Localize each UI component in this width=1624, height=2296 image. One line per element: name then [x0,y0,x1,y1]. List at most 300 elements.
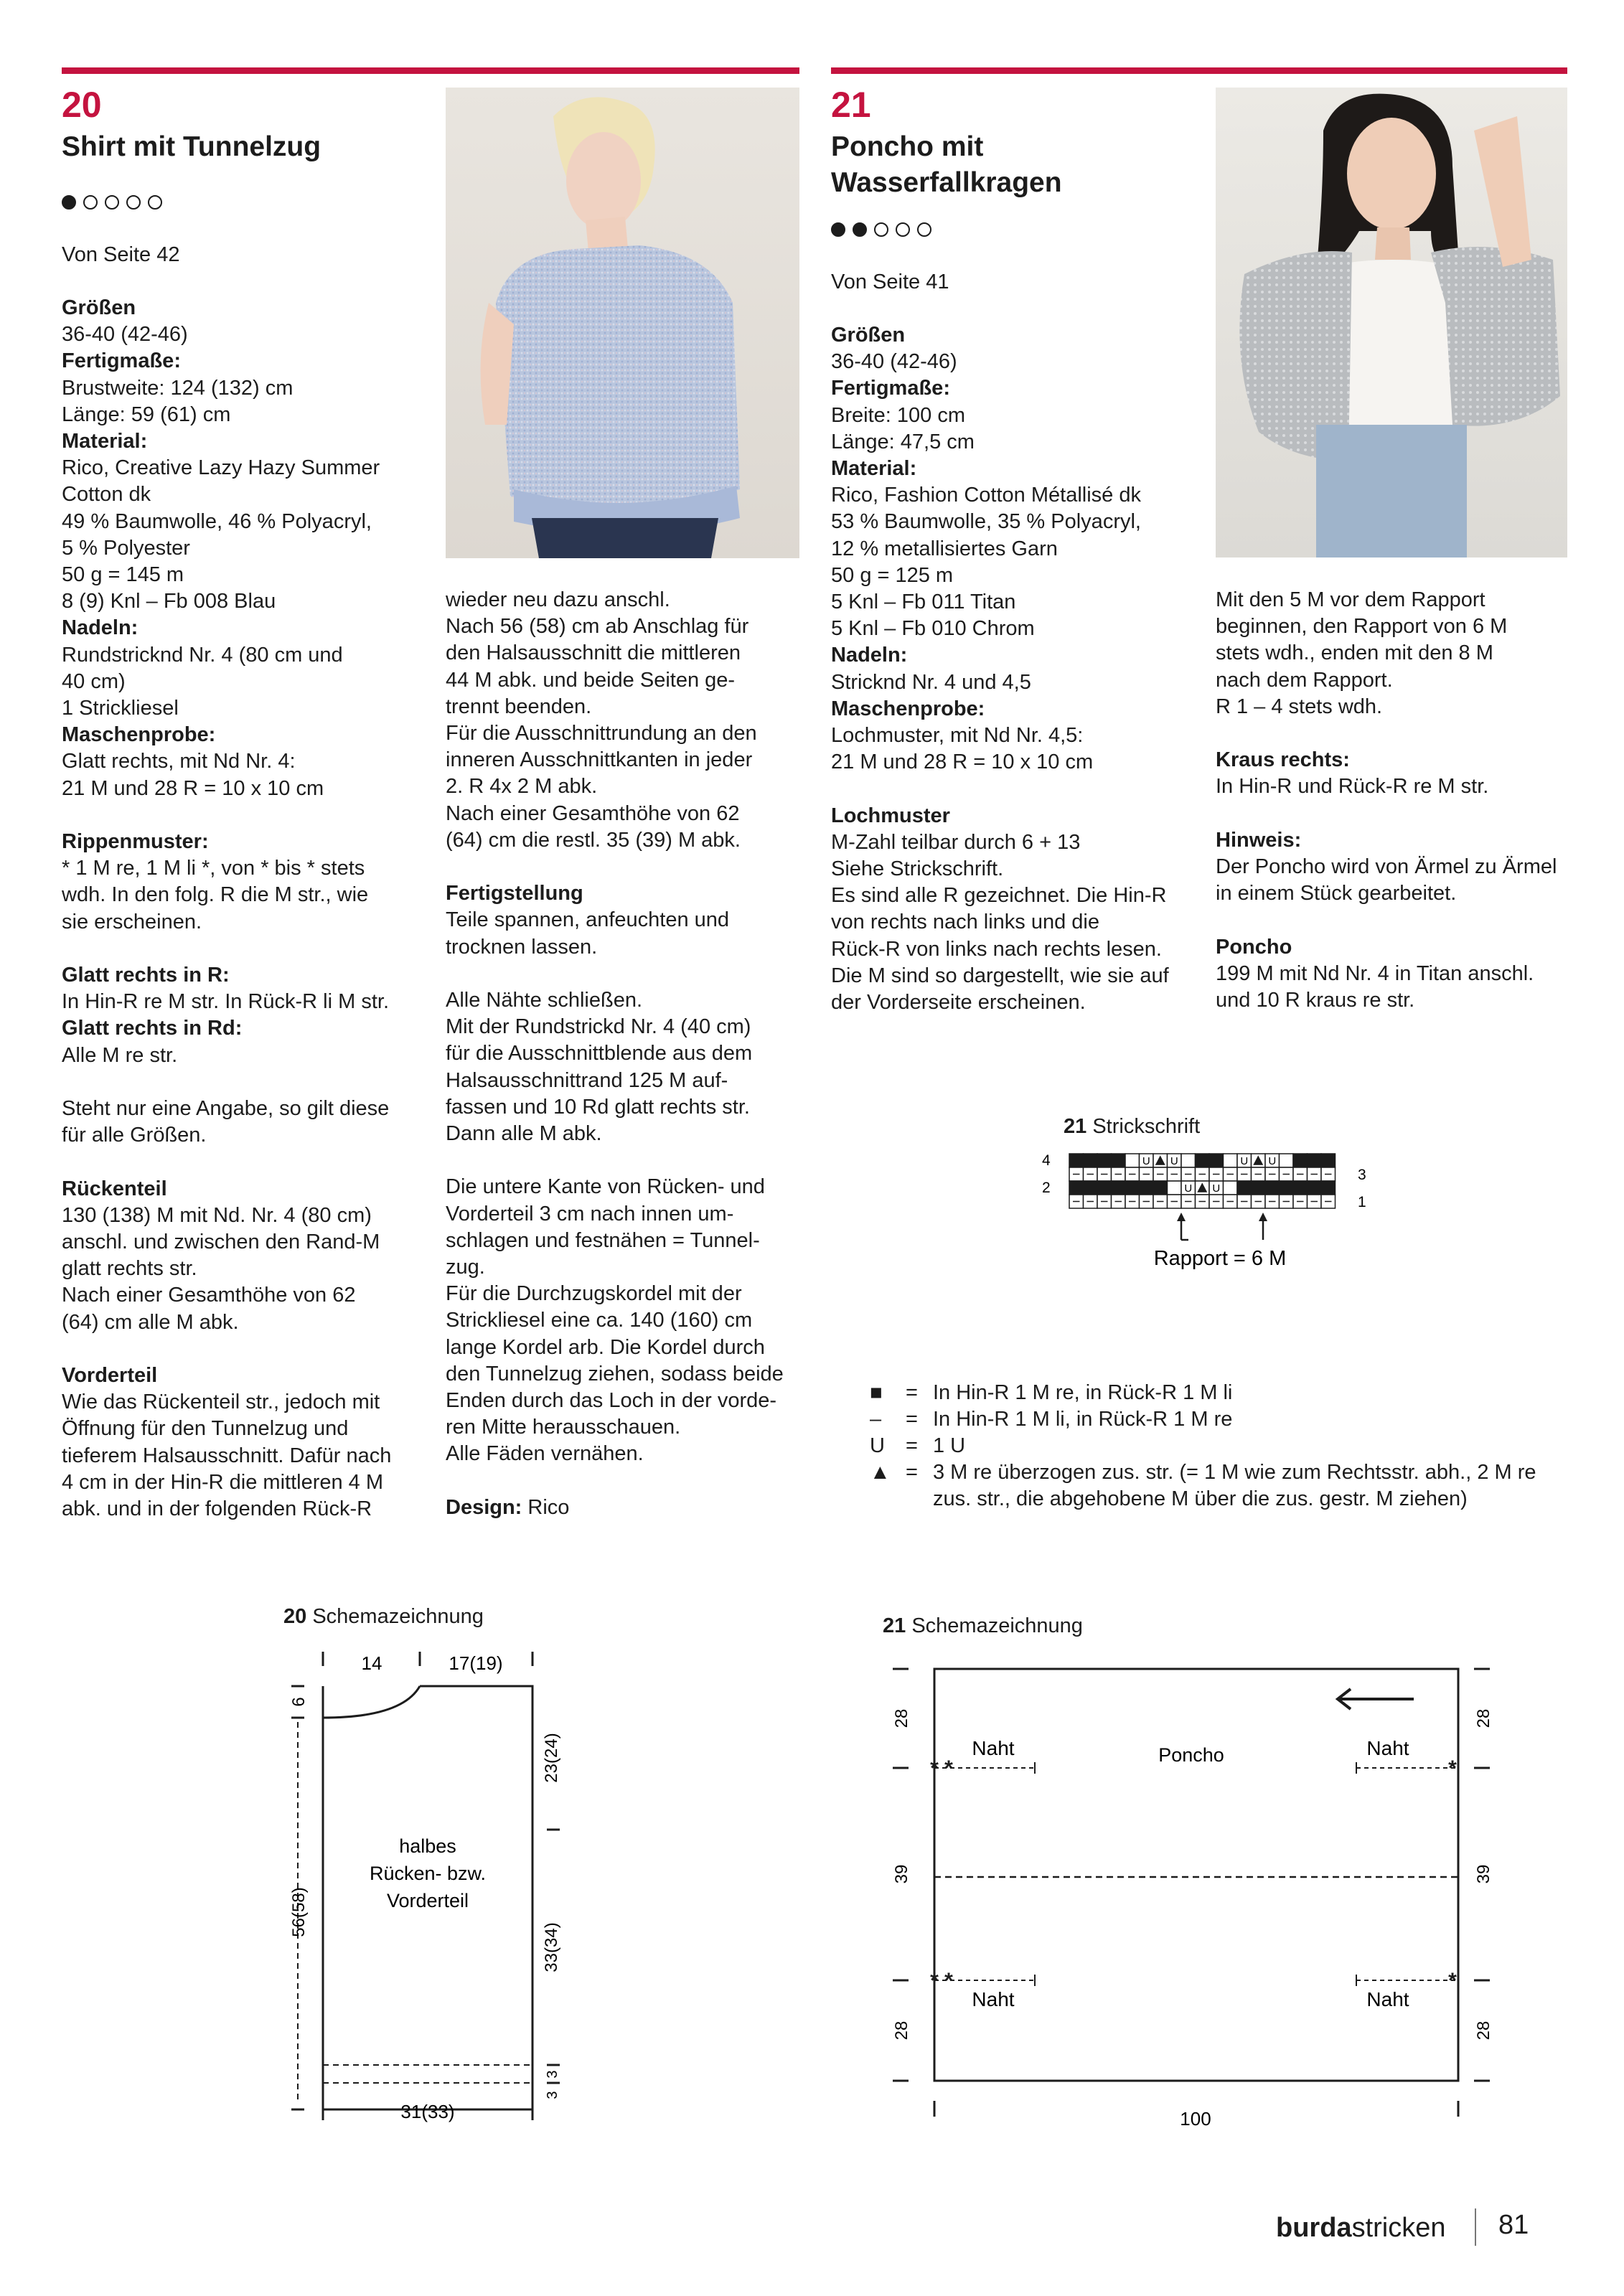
line-text: Rück-R von links nach rechts lesen. [831,937,1162,961]
text-line [1216,854,1567,880]
text-line [1216,961,1567,987]
chart-legend [870,1380,1559,1512]
text-line [62,989,435,1015]
text-line [62,695,435,722]
dim-right-3b: 3 [545,2091,560,2099]
legend-row [870,1433,1559,1459]
svg-text:*: * [1448,1756,1457,1780]
text-line [446,1281,799,1307]
text-line [831,429,1204,456]
text-line [446,1121,799,1147]
line-text: 4 cm in der Hin-R die mittleren 4 M [62,1470,384,1494]
text-line [62,1469,435,1496]
section-heading [1216,827,1567,854]
line-text: der Vorderseite erscheinen. [831,991,1086,1015]
text-line [446,1307,799,1334]
legend-text: In Hin-R 1 M li, in Rück-R 1 M re [933,1408,1233,1431]
chart-cell [1069,1181,1084,1195]
section-heading [62,722,435,748]
text-line [62,1256,435,1282]
schema-title-20 [283,1605,484,1629]
footer-brand [1276,2213,1445,2244]
line-text: R 1 – 4 stets wdh. [1216,695,1383,718]
text-line [62,1096,435,1122]
section-heading [62,829,435,855]
section-rule-21 [831,67,1567,74]
line-text: Für die Ausschnittrundung an den [446,722,757,745]
spacer [62,1069,435,1096]
text-line [831,856,1204,883]
line-text: Halsausschnittrand 125 M auf- [446,1068,728,1092]
seam-label-top-right: Naht [1366,1737,1409,1759]
section-heading [62,1363,435,1389]
text-line [831,963,1204,989]
chart-cell [1125,1154,1140,1167]
line-text: (64) cm die restl. 35 (39) M abk. [446,828,741,852]
line-text: 2. R 4x 2 M abk. [446,775,598,799]
chart-cell [1252,1181,1266,1195]
text-line [62,1309,435,1336]
legend-text: 1 U [933,1434,966,1457]
pattern-number-21: 21 [831,85,871,125]
difficulty-dot [874,222,888,237]
photo-shirt [446,88,799,558]
line-text: Fertigmaße: [831,377,950,400]
line-text: 130 (138) M mit Nd. Nr. 4 (80 cm) [62,1203,372,1227]
svg-text:U: U [1240,1155,1249,1167]
pattern-title-21-line-1: Poncho mit [831,131,984,162]
text-line [831,936,1204,963]
line-text: Glatt rechts, mit Nd Nr. 4: [62,750,296,773]
dim-right-3a: 3 [545,2070,560,2079]
line-text: Breite: 100 cm [831,403,965,427]
text-line [62,1416,435,1442]
line-text: und 10 R kraus re str. [1216,989,1415,1012]
chart-label-21: Strickschrift [1092,1115,1201,1138]
line-text: stets wdh., enden mit den 8 M [1216,641,1493,665]
svg-text:*: * [944,1756,953,1780]
legend-equals: = [906,1381,918,1404]
text-column-21-a [831,322,1204,1016]
pattern-number-20: 20 [62,85,102,125]
text-line [62,669,435,695]
text-line [446,987,799,1014]
section-heading [446,880,799,907]
line-text: Steht nur eine Angabe, so gilt diese [62,1097,390,1121]
line-text: 199 M mit Nd Nr. 4 in Titan anschl. [1216,961,1534,985]
line-text: Für die Durchzugskordel mit der [446,1282,742,1306]
line-text: 5 Knl – Fb 010 Chrom [831,617,1035,641]
text-line [62,1203,435,1229]
text-line [446,1441,799,1467]
line-text: Nadeln: [831,644,908,667]
chart-cell [1112,1154,1126,1167]
section-heading [1216,747,1567,773]
text-line [831,482,1204,509]
spacer [1216,801,1567,827]
legend-symbol: ■ [870,1381,883,1404]
line-text: Rückenteil [62,1177,167,1200]
line-text: wieder neu dazu anschl. [446,588,670,611]
line-text: Rico, Creative Lazy Hazy Summer [62,456,380,480]
seam-label-bottom-left: Naht [972,1988,1015,2010]
chart-cell [1224,1154,1238,1167]
chart-cell [1097,1154,1112,1167]
text-line [62,509,435,535]
dim-right-28-bottom: 28 [1474,2020,1493,2041]
line-text: 36-40 (42-46) [62,323,188,347]
chart-cell [1069,1154,1084,1167]
line-text: 49 % Baumwolle, 46 % Polyacryl, [62,509,372,533]
line-text: Cotton dk [62,483,151,507]
line-text: tieferem Halsausschnitt. Dafür nach [62,1444,392,1467]
dim-top-14: 14 [361,1652,382,1674]
line-text: Alle Fäden vernähen. [446,1442,644,1466]
chart-cell [1084,1181,1098,1195]
line-text: inneren Ausschnittkanten in jeder [446,748,753,772]
line-text: trocknen lassen. [446,935,598,959]
section-heading [831,803,1204,829]
line-text: Rico, Fashion Cotton Métallisé dk [831,484,1141,507]
line-text: beginnen, den Rapport von 6 M [1216,615,1508,639]
text-line [446,1414,799,1441]
line-text: lange Kordel arb. Die Kordel durch [446,1335,765,1359]
section-heading [831,696,1204,723]
line-text: Alle M re str. [62,1043,178,1067]
legend-symbol: – [870,1408,882,1431]
legend-equals: = [906,1461,918,1484]
chart-cell [1321,1154,1336,1167]
line-text: Länge: 59 (61) cm [62,403,231,426]
dim-left-6: 6 [289,1697,309,1707]
text-line [446,907,799,933]
dim-left-39: 39 [892,1864,911,1884]
line-text: trennt beenden. [446,695,592,718]
pattern-title-21-line-2: Wasserfallkragen [831,167,1062,198]
line-text: fassen und 10 Rd glatt rechts str. [446,1095,750,1119]
chart-cell [1097,1181,1112,1195]
text-line [1216,773,1567,800]
text-line [62,562,435,588]
chart-row-label-3: 3 [1358,1167,1366,1183]
line-text: Maschenprobe: [831,697,985,720]
line-text: Der Poncho wird von Ärmel zu Ärmel [1216,855,1557,878]
section-heading [1216,934,1567,961]
schema-poncho-label: Poncho [1158,1744,1224,1766]
footer-separator [1475,2208,1476,2246]
line-text: 5 Knl – Fb 011 Titan [831,591,1016,614]
line-text: anschl. und zwischen den Rand-M [62,1231,380,1254]
text-line [446,1068,799,1094]
text-line [62,748,435,775]
line-text: 36-40 (42-46) [831,350,957,374]
line-suffix: Rico [527,1495,570,1519]
line-text: zug. [446,1256,485,1279]
text-line [62,882,435,908]
difficulty-dot [126,195,141,210]
chart-cell [1125,1181,1140,1195]
text-line [446,1335,799,1361]
text-line [1216,667,1567,694]
text-line [62,402,435,428]
text-line [1216,987,1567,1014]
line-text: M-Zahl teilbar durch 6 + 13 [831,830,1081,854]
spacer [1216,720,1567,747]
text-line [1216,880,1567,907]
dim-right-28-top: 28 [1474,1708,1493,1728]
text-line [62,1122,435,1149]
line-text: für alle Größen. [62,1124,207,1147]
line-text: Glatt rechts in R: [62,964,230,987]
section-rule-20 [62,67,799,74]
chart-cell [1308,1154,1322,1167]
line-text: Die untere Kante von Rücken- und [446,1175,765,1199]
text-line [62,642,435,669]
spacer [446,961,799,987]
text-line [446,720,799,747]
rapport-label: Rapport = 6 M [1153,1247,1287,1270]
text-line [831,509,1204,535]
line-text: Glatt rechts in Rd: [62,1017,243,1040]
line-text: In Hin-R re M str. In Rück-R li M str. [62,990,389,1014]
chart-cell [1265,1181,1280,1195]
line-text: Länge: 47,5 cm [831,430,975,453]
line-text: für die Ausschnittblende aus dem [446,1042,753,1065]
line-text: 50 g = 125 m [831,563,954,587]
line-text: glatt rechts str. [62,1257,197,1281]
line-text: nach dem Rapport. [1216,668,1393,692]
chart-row-label-1: 1 [1358,1194,1366,1210]
spacer [446,854,799,880]
line-text: Vorderteil [62,1364,158,1388]
text-line [62,1496,435,1523]
chart-cell [1112,1181,1126,1195]
section-heading [831,456,1204,482]
text-line [831,589,1204,616]
line-text: abk. und in der folgenden Rück-R [62,1497,372,1521]
line-text: Poncho [1216,935,1292,959]
chart-cell [1224,1181,1238,1195]
from-page-21: Von Seite 41 [831,270,949,293]
section-heading [831,322,1204,349]
line-text: Wie das Rückenteil str., jedoch mit [62,1391,380,1414]
schema-title-21 [883,1614,1083,1638]
difficulty-dot [83,195,98,210]
dim-top-17: 17(19) [449,1652,503,1674]
line-text: ren Mitte herausschauen. [446,1416,681,1439]
text-line [446,934,799,961]
svg-text:*: * [944,1969,953,1992]
line-text: in einem Stück gearbeitet. [1216,882,1457,905]
text-line [831,909,1204,936]
line-text: In Hin-R und Rück-R re M str. [1216,775,1489,799]
chart-cell [1293,1154,1308,1167]
line-text: von rechts nach links und die [831,911,1099,934]
line-text: (64) cm alle M abk. [62,1310,239,1334]
text-line [62,1389,435,1416]
spacer [831,776,1204,802]
section-heading [831,642,1204,669]
text-line [446,1388,799,1414]
legend-row [870,1459,1559,1512]
text-line [446,1014,799,1040]
line-text: * 1 M re, 1 M li *, von * bis * stets [62,857,365,880]
chart-row-label-4: 4 [1042,1152,1051,1169]
line-text: Größen [62,296,136,319]
line-text: 5 % Polyester [62,536,190,560]
text-line [1216,613,1567,640]
section-heading [62,1176,435,1203]
brand-rest: stricken [1351,2213,1446,2243]
text-line [831,669,1204,696]
text-line [446,1201,799,1228]
line-text: sie erscheinen. [62,910,202,933]
line-text: Vorderteil 3 cm nach innen um- [446,1202,734,1225]
line-text: 40 cm) [62,669,126,693]
line-text: Lochmuster [831,804,950,827]
line-text: Siehe Strickschrift. [831,857,1004,881]
dim-right-39: 39 [1474,1864,1493,1884]
page-number: 81 [1498,2210,1529,2240]
text-column-20-a [62,295,435,1523]
text-column-20-b [446,587,799,1521]
legend-text: 3 M re überzogen zus. str. (= 1 M wie zum Rechtsstr. abh., 2 M re zus. str., die abgehobene M über die zus. gestr. M ziehen) [933,1461,1536,1510]
line-text: Mit der Rundstrickd Nr. 4 (40 cm) [446,1015,751,1039]
schema-label-21: Schemazeichnung [911,1614,1083,1637]
text-line [62,588,435,615]
chart-row-label-2: 2 [1042,1180,1051,1196]
text-line [446,640,799,667]
line-text: Nach einer Gesamthöhe von 62 [62,1284,356,1307]
difficulty-dot [896,222,910,237]
text-line [831,989,1204,1016]
text-line [446,801,799,827]
text-line [62,321,435,348]
spacer [62,802,435,829]
line-text: Nach 56 (58) cm ab Anschlag für [446,615,749,639]
text-line [62,1043,435,1069]
line-text: Strickliesel eine ca. 140 (160) cm [446,1309,753,1332]
spacer [446,1468,799,1495]
text-line [446,1040,799,1067]
text-line [62,855,435,882]
svg-text:U: U [1142,1155,1150,1167]
line-text: Öffnung für den Tunnelzug und [62,1417,349,1441]
section-heading [446,1495,799,1521]
chart-cell [1280,1181,1294,1195]
svg-text:*: * [930,1969,939,1992]
legend-equals: = [906,1434,918,1457]
text-line [831,349,1204,375]
line-text: Kraus rechts: [1216,748,1350,772]
dim-right-33: 33(34) [542,1922,561,1972]
text-line [446,1228,799,1254]
line-text: Rippenmuster: [62,830,209,854]
schema-center-line-3: Vorderteil [386,1890,469,1911]
chart-title-21 [1064,1115,1200,1139]
line-text: Größen [831,324,906,347]
line-text: Hinweis: [1216,828,1302,852]
line-text: Fertigstellung [446,882,583,905]
difficulty-dot [853,222,867,237]
section-heading [831,375,1204,402]
line-text: Enden durch das Loch in der vorde- [446,1389,777,1413]
text-line [446,1174,799,1200]
line-text: Mit den 5 M vor dem Rapport [1216,588,1485,611]
difficulty-dot [831,222,845,237]
seam-label-top-left: Naht [972,1737,1015,1759]
chart-cell [1181,1154,1196,1167]
section-heading [62,1015,435,1042]
line-text: 53 % Baumwolle, 35 % Polyacryl, [831,510,1141,534]
spacer [62,1149,435,1175]
dim-left-28-bottom: 28 [892,2020,911,2041]
spacer [62,1336,435,1363]
legend-symbol: U [870,1434,885,1457]
line-text: Rundstricknd Nr. 4 (80 cm und [62,643,343,667]
line-text: Lochmuster, mit Nd Nr. 4,5: [831,724,1084,748]
text-line [831,616,1204,642]
section-heading [62,428,435,455]
schema-number-20: 20 [283,1605,307,1628]
text-line [831,749,1204,776]
text-line [62,535,435,562]
pattern-title-21 [831,129,1204,201]
chart-cell [1280,1154,1294,1167]
text-line [446,1361,799,1388]
line-text: den Tunnelzug ziehen, sodass beide [446,1362,784,1385]
legend-row [870,1380,1559,1406]
text-line [446,694,799,720]
schema-drawing-21 [883,1650,1514,2138]
legend-text: In Hin-R 1 M re, in Rück-R 1 M li [933,1381,1233,1404]
text-line [446,613,799,640]
difficulty-dots-20 [62,195,162,210]
section-heading [62,615,435,641]
text-line [831,536,1204,563]
line-text: wdh. In den folg. R die M str., wie [62,883,369,907]
chart-cell [1168,1181,1182,1195]
line-text: Alle Nähte schließen. [446,989,643,1012]
chart-number-21: 21 [1064,1115,1087,1138]
text-line [62,375,435,402]
svg-text:U: U [1212,1182,1221,1195]
text-line [446,1094,799,1121]
legend-row [870,1406,1559,1433]
text-line [831,563,1204,589]
text-line [831,403,1204,429]
legend-equals: = [906,1408,918,1431]
line-text: 21 M und 28 R = 10 x 10 cm [831,751,1094,774]
dim-right-23: 23(24) [542,1733,561,1783]
text-line [831,883,1204,909]
difficulty-dot [148,195,162,210]
chart-cell [1293,1181,1308,1195]
dim-bottom-100: 100 [1180,2108,1211,2130]
line-text: Teile spannen, anfeuchten und [446,908,730,932]
schema-number-21: 21 [883,1614,906,1637]
text-line [62,455,435,481]
line-text: Material: [62,430,148,453]
text-line [62,481,435,508]
spacer [62,936,435,962]
line-text: 8 (9) Knl – Fb 008 Blau [62,590,276,613]
text-line [1216,587,1567,613]
line-text: Material: [831,457,917,481]
text-line [831,829,1204,856]
line-text: 1 Strickliesel [62,697,179,720]
text-line [446,667,799,694]
